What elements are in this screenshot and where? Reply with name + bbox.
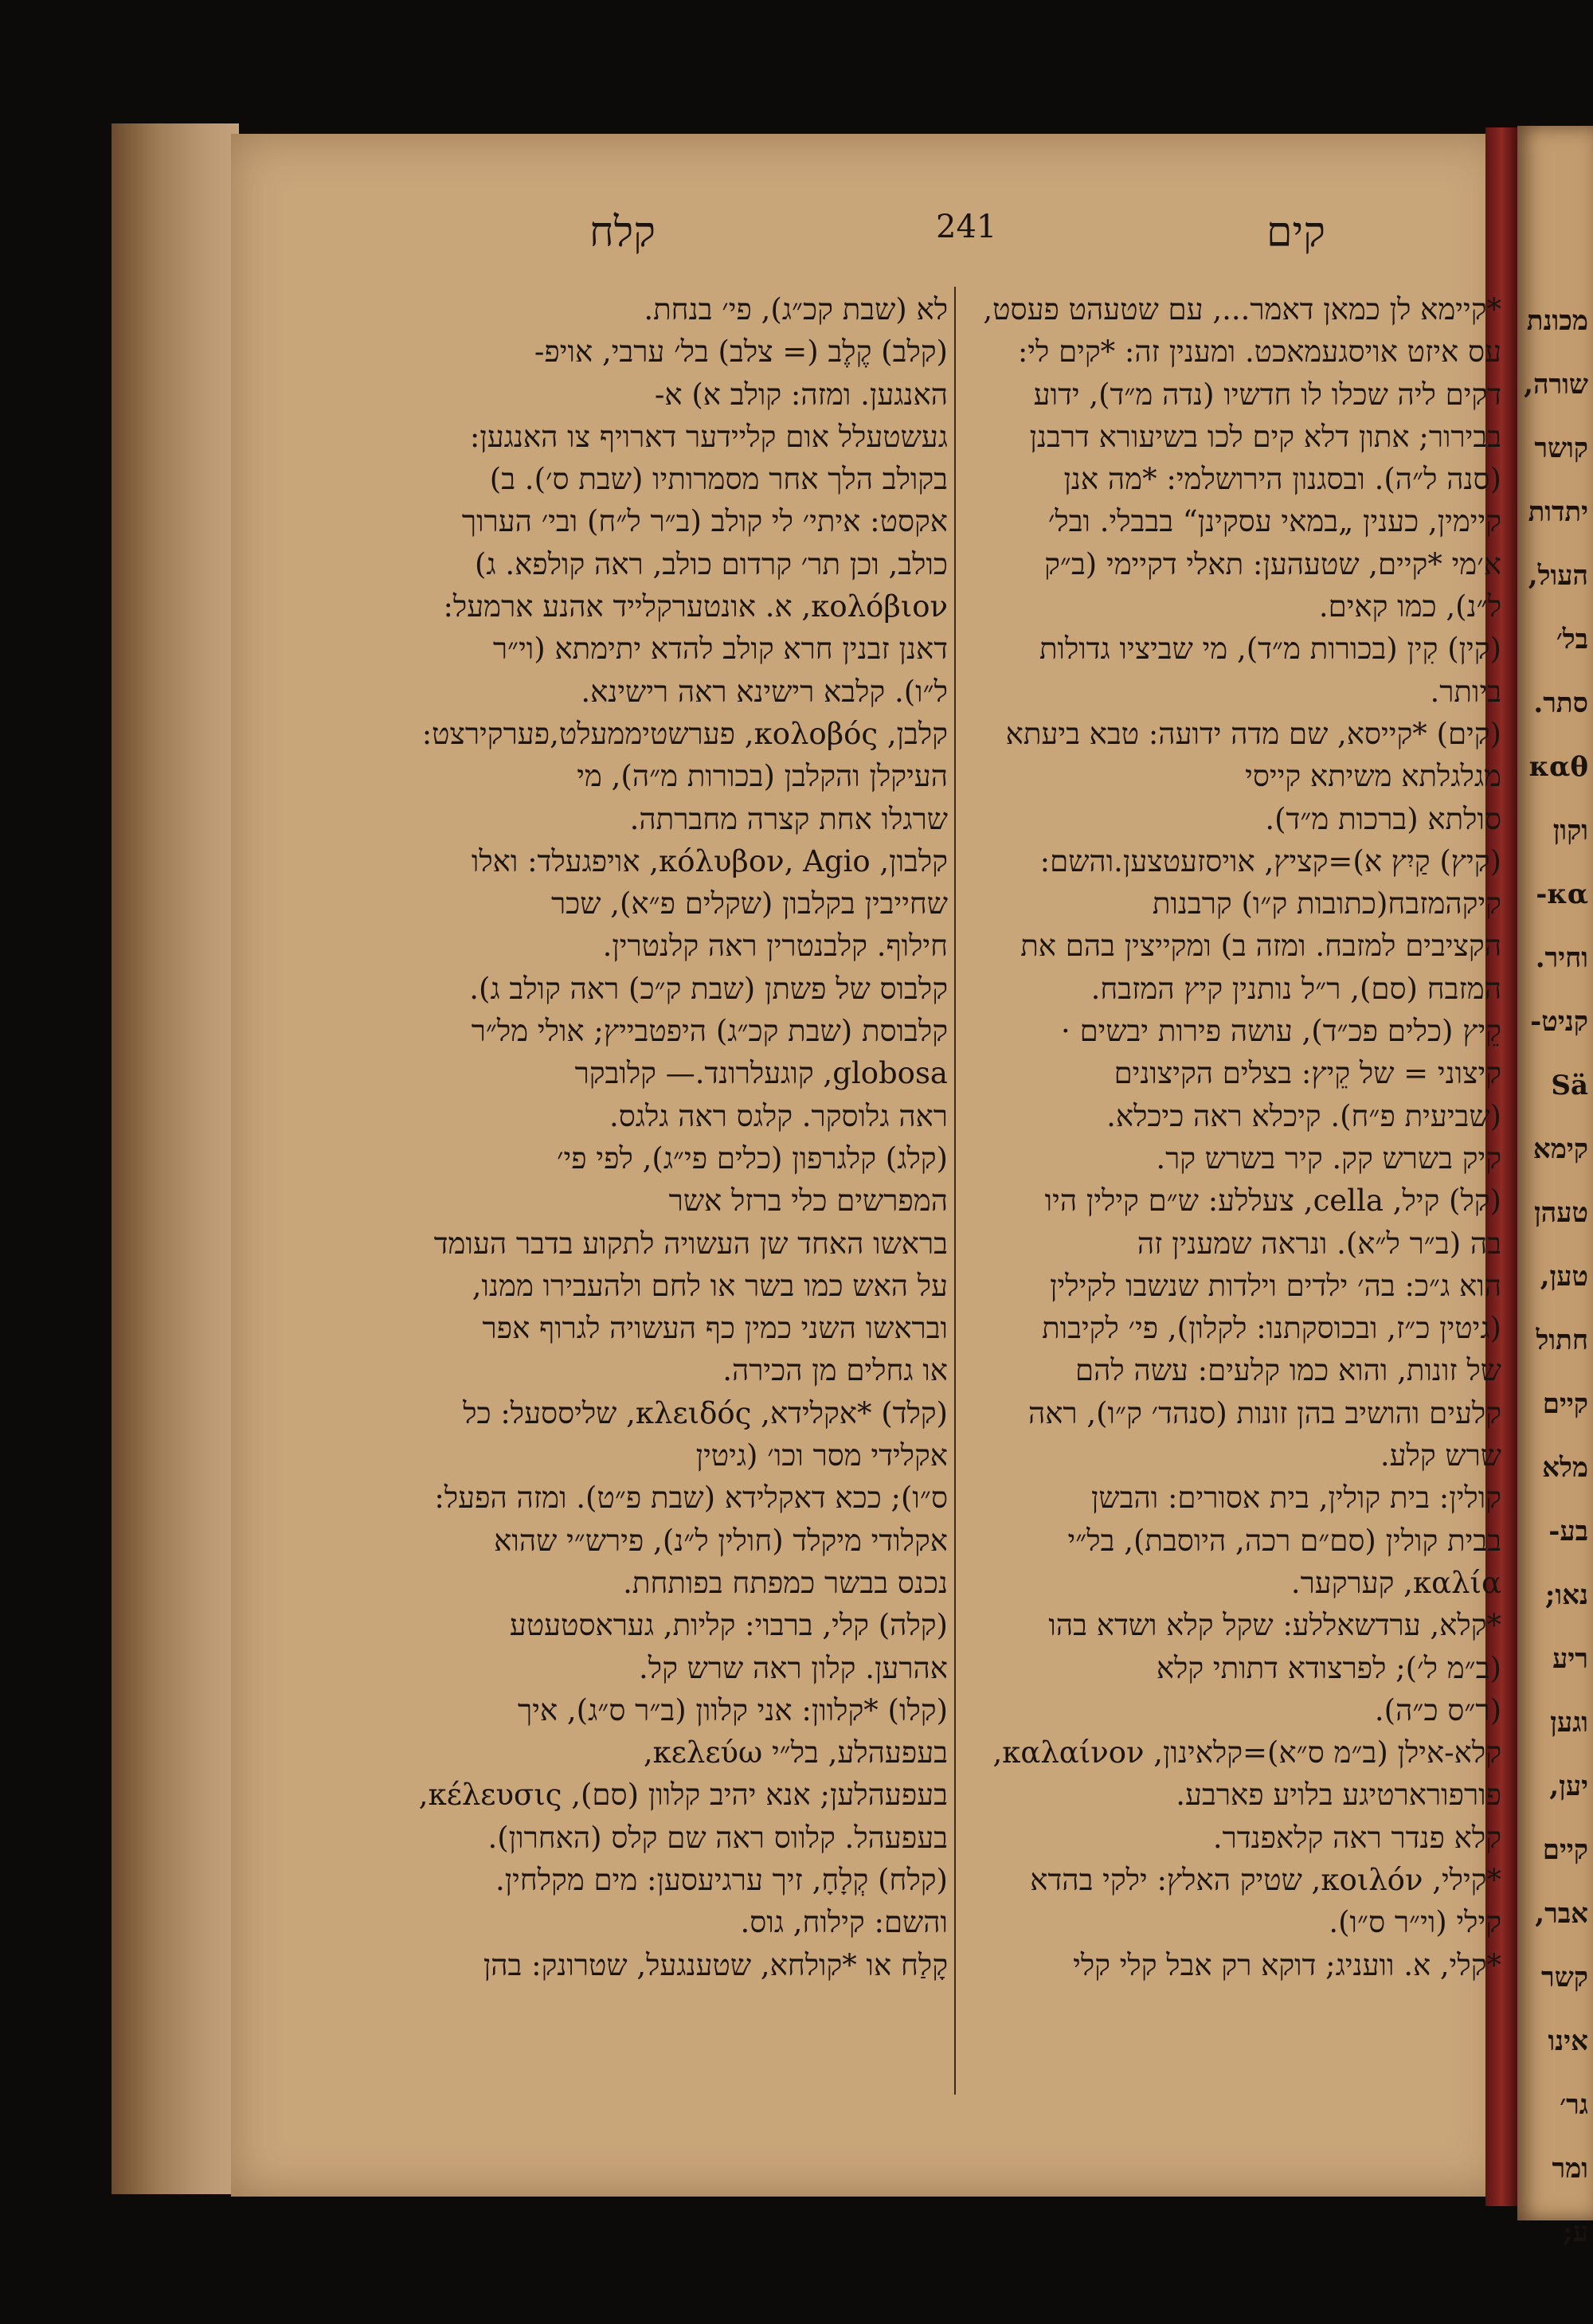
text-line: הקציבים למזבח. ומזה ב) ומקייצין בהם את [1020, 929, 1501, 964]
adjacent-page-word: וגען [1550, 1707, 1588, 1739]
adjacent-page-word: אינו [1548, 2025, 1588, 2057]
text-line: קלבוס של פשתן (שבת ק״כ) ראה קולב ג). [469, 971, 948, 1006]
text-line: καλία, קערקער. [1290, 1565, 1501, 1600]
text-line: קיצוני = של קֵיץ: בצלים הקיצונים [1114, 1056, 1501, 1091]
text-line: (שביעית פ״ח). קיכלא ראה כיכלא. [1106, 1098, 1501, 1133]
adjacent-page-word: חתול [1536, 1324, 1588, 1356]
running-head-right: קים [1266, 209, 1325, 256]
text-line: ס״ו); ככא דאקלידא (שבת פ״ט). ומזה הפעל: [434, 1481, 948, 1516]
text-line: ל״ו). קלבא רישינא ראה רישינא. [581, 674, 948, 709]
text-line: העיקלן והקלבן (בכורות מ״ה), מי [577, 759, 948, 794]
text-line: (סנה ל״ה). ובסגנון הירושלמי: *מה אנן [1063, 462, 1501, 497]
text-line: (קיץ) קַיִץ א)=קציץ, אויסזעטצען.והשם: [1039, 843, 1501, 878]
text-line: קיק בשרש קק. קיר בשרש קר. [1156, 1140, 1501, 1176]
text-line: *קלי, א. וועניג; דוקא רק אבל קלי קלי [1073, 1947, 1501, 1982]
text-line: אהרען. קלון ראה שרש קל. [639, 1650, 948, 1685]
adjacent-page-word: קושר [1534, 432, 1588, 464]
adjacent-page-word: קיים [1542, 1834, 1588, 1866]
text-line: globosa, קוגעלרונד.— קלובקר [574, 1056, 948, 1091]
adjacent-page-word: קיים [1542, 1388, 1588, 1420]
adjacent-page-word: סתר. [1533, 687, 1588, 719]
text-line: κολόβιον, א. אונטערקלייד אהנע ארמעל: [443, 589, 948, 624]
text-line: קלא-אילן (ב״מ ס״א)=קלאינון, καλαίνον, [992, 1735, 1501, 1770]
text-line: בבירור; אתון דלא קים לכו בשיעורא דרבנן [1029, 419, 1501, 454]
adjacent-page-word: בל׳ [1556, 624, 1588, 655]
adjacent-page-word: קניט- [1530, 1006, 1588, 1038]
text-line: דקים ליה שכלו לו חדשיו (נדה מ״ד), ידוע [1033, 377, 1501, 412]
adjacent-page-word: אבר, [1535, 1898, 1588, 1930]
adjacent-page-word: וקון [1552, 815, 1588, 847]
text-line: בעפעהל. קלווס ראה שם קלס (האחרון). [487, 1820, 948, 1855]
text-line: או גחלים מן הכירה. [722, 1353, 948, 1388]
text-line: פורפורארטיגע בלויע פארבע. [1176, 1778, 1501, 1813]
adjacent-page-word: Sä [1551, 1070, 1588, 1101]
right-column [965, 288, 1501, 1986]
text-line: המזבח (סם), ר״ל נותנין קיץ המזבח. [1090, 971, 1501, 1006]
text-line: דאנן זבנין חרא קולב להדא יתימתא (וי״ר [492, 632, 948, 667]
text-line: כולב, וכן תר׳ קרדום כולב, ראה קולפא. ג) [474, 546, 948, 581]
running-head-left: קלח [589, 209, 656, 256]
text-line: בבית קולין (סם״ם רכה, היוסבת), בל״י [1067, 1523, 1501, 1558]
adjacent-page-word: בע- [1548, 1516, 1588, 1547]
text-line: סולתא (ברכות מ״ד). [1265, 801, 1501, 836]
text-line: המפרשים כלי ברזל אשר [668, 1184, 948, 1219]
text-line: הוא ג״כ: בה׳ ילדים וילדות שנשבו לקילין [1050, 1268, 1501, 1303]
text-line: קיימין, כענין „במאי עסקינן“ בבבלי. ובל׳ [1047, 504, 1501, 539]
adjacent-page-word: κα- [1536, 878, 1588, 910]
text-line: געשטעלל אום קליידער דארויף צו האנגען: [469, 419, 948, 454]
text-line: האנגען. ומזה: קולב א) א- [654, 377, 948, 412]
adjacent-page-word: קימא [1532, 1133, 1588, 1165]
column-divider [954, 287, 956, 2095]
text-line: קלבן, κολοβός, פערשטיממעלט,פערקירצט: [421, 716, 948, 751]
adjacent-page-word: מכונת [1526, 305, 1588, 337]
adjacent-page-word: שורה, [1524, 369, 1588, 401]
adjacent-page-fragment [1517, 126, 1593, 2248]
text-line: חילוף. קלבנטרין ראה קלנטרין. [602, 929, 948, 964]
text-line: ראה גלוסקר. קלגס ראה גלגס. [609, 1098, 948, 1133]
text-line: קילי (וי״ר ס״ו). [1329, 1905, 1501, 1940]
text-line: (קלו) *קלוון: אני קלוון (ב״ר ס״ג), איך [518, 1692, 948, 1727]
text-line: אקלידי מסר וכו׳ (גיטין [695, 1438, 948, 1473]
text-line: *קלא, ערדשאללע: שקל קלא ושדא בהו [1048, 1608, 1501, 1643]
text-line: (ב״מ ל׳); לפרצודא דתותי קלא [1156, 1650, 1501, 1685]
text-line: קלבוסת (שבת קכ״ג) היפטבייץ; אולי מל״ר [471, 1014, 948, 1049]
text-line: והשם: קילוח, גוס. [740, 1905, 948, 1940]
text-line: על האש כמו בשר או לחם ולהעבירו ממנו, [472, 1268, 948, 1303]
text-line: בקולב הלך אחר מסמרותיו (שבת ס׳). ב) [489, 462, 948, 497]
text-line: ביותר. [1430, 674, 1501, 709]
adjacent-page-word: מלא [1542, 1452, 1588, 1484]
text-line: שרגלו אחת קצרה מחברתה. [629, 801, 948, 836]
text-line: (קל) קיל, cella, צעללע: ש״ם קילין היו [1044, 1184, 1501, 1219]
adjacent-page-word: גר׳ [1560, 2089, 1588, 2121]
text-line: ובראשו השני כמין כף העשויה לגרוף אפר [482, 1311, 948, 1346]
text-line: (ר״ס כ״ה). [1374, 1692, 1501, 1727]
adjacent-page-word: ומר [1552, 2153, 1588, 2185]
text-line: קֵיץ (כלים פכ״ד), עושה פירות יבשים · [1061, 1014, 1501, 1049]
text-line: לא (שבת קכ״ג), פי׳ בנחת. [644, 292, 948, 327]
text-line: בעפעהלען; אנא יהיב קלוון (סם), κέλευσις, [418, 1778, 948, 1813]
page-number: 241 [936, 209, 997, 245]
text-line: בראשו האחד שן העשויה לתקוע בדבר העומד [433, 1226, 948, 1261]
text-line: (קלח) קְלָחָ, זיך ערגיעסען: מים מקלחין. [495, 1862, 948, 1897]
adjacent-page-word: טען, [1540, 1261, 1588, 1293]
text-line: (קלג) קלגרפון (כלים פי״ג), לפי פי׳ [557, 1140, 948, 1176]
text-line: (קלד) *אקלידא, κλειδός, שליססעל: כל [463, 1395, 948, 1430]
text-line: (קין) קִין (בכורות מ״ד), מי שביציו גדולות [1039, 632, 1501, 667]
text-line: (קלב) קֶלֶב (= צלב) בל׳ ערבי, אויפ- [534, 335, 948, 370]
text-line: אקלודי מיקלד (חולין ל״נ), פירש״י שהוא [494, 1523, 948, 1558]
text-line: (קים) *קייסא, שם מדה ידועה: טבא ביעתא [1005, 716, 1501, 751]
text-line: שחייבין בקלבון (שקלים פ״א), שכר [550, 886, 948, 921]
text-line: *קילי, κοιλόν, שטיק האלץ: ילקי בהדא [1030, 1862, 1501, 1897]
text-line: אקסט: איתי׳ לי קולב (ב״ר ל״ח) ובי׳ הערוך [461, 504, 948, 539]
adjacent-page-word: ע; [1563, 2216, 1588, 2248]
text-line: עס איזט אויסגעמאכט. ומענין זה: *קים לי: [1017, 335, 1501, 370]
text-line: נכנס בבשר כמפתח בפותחת. [623, 1565, 948, 1600]
text-line: (קלה) קלי, ברבוי: קליות, געראסטעטע [509, 1608, 948, 1643]
adjacent-page-word: קשר [1541, 1962, 1588, 1993]
adjacent-page-word: נאו; [1544, 1579, 1588, 1611]
adjacent-page-word: יתדות [1528, 496, 1588, 528]
text-line: (גיטין כ״ז, ובכוסקתנו: לקלון), פי׳ לקיבות [1042, 1311, 1501, 1346]
adjacent-page-word: יען, [1549, 1770, 1588, 1802]
text-line: קָלַח או *קולחא, שטענגעל, שטרונק: בהן [483, 1947, 948, 1982]
text-line: בה (ב״ר ל״א). ונראה שמענין זה [1137, 1226, 1501, 1261]
left-column [406, 288, 948, 1986]
text-line: קלא פנדר ראה קלאפנדר. [1212, 1820, 1501, 1855]
text-line: של זונות, והוא כמו קלעים: עשה להם [1075, 1353, 1501, 1388]
text-line: מגלגלתא משיתא קייסי [1245, 759, 1501, 794]
text-line: קלעים והושיב בהן זונות (סנהד׳ ק״ו), ראה [1027, 1395, 1501, 1430]
text-line: בעפעהלע, בל״י κελεύω, [643, 1735, 948, 1770]
text-line: א׳מי *קיים, שטעהען: תאלי דקיימי (ב״ק [1044, 546, 1501, 581]
text-line: *קיימא לן כמאן דאמר..., עם שטעהט פעסט, [983, 292, 1501, 327]
text-line: ל״נ), כמו קאים. [1318, 589, 1501, 624]
text-line: קלבון, κόλυβον, Agio, אויפגעלד: ואלו [471, 843, 948, 878]
text-line: קיקהמזבח(כתובות ק״ו) קרבנות [1152, 886, 1501, 921]
adjacent-page-word: העול, [1528, 560, 1588, 592]
text-line: קולין: בית קולין, בית אסורים: והבשן [1090, 1481, 1501, 1516]
adjacent-page-word: טעהן [1534, 1197, 1588, 1229]
text-line: שרש קלע. [1380, 1438, 1501, 1473]
adjacent-page-word: καθ [1528, 751, 1588, 783]
book-spine-shadow [112, 123, 239, 2194]
adjacent-page-word: ריע [1552, 1643, 1588, 1675]
adjacent-page-word: וחיר. [1535, 942, 1588, 974]
